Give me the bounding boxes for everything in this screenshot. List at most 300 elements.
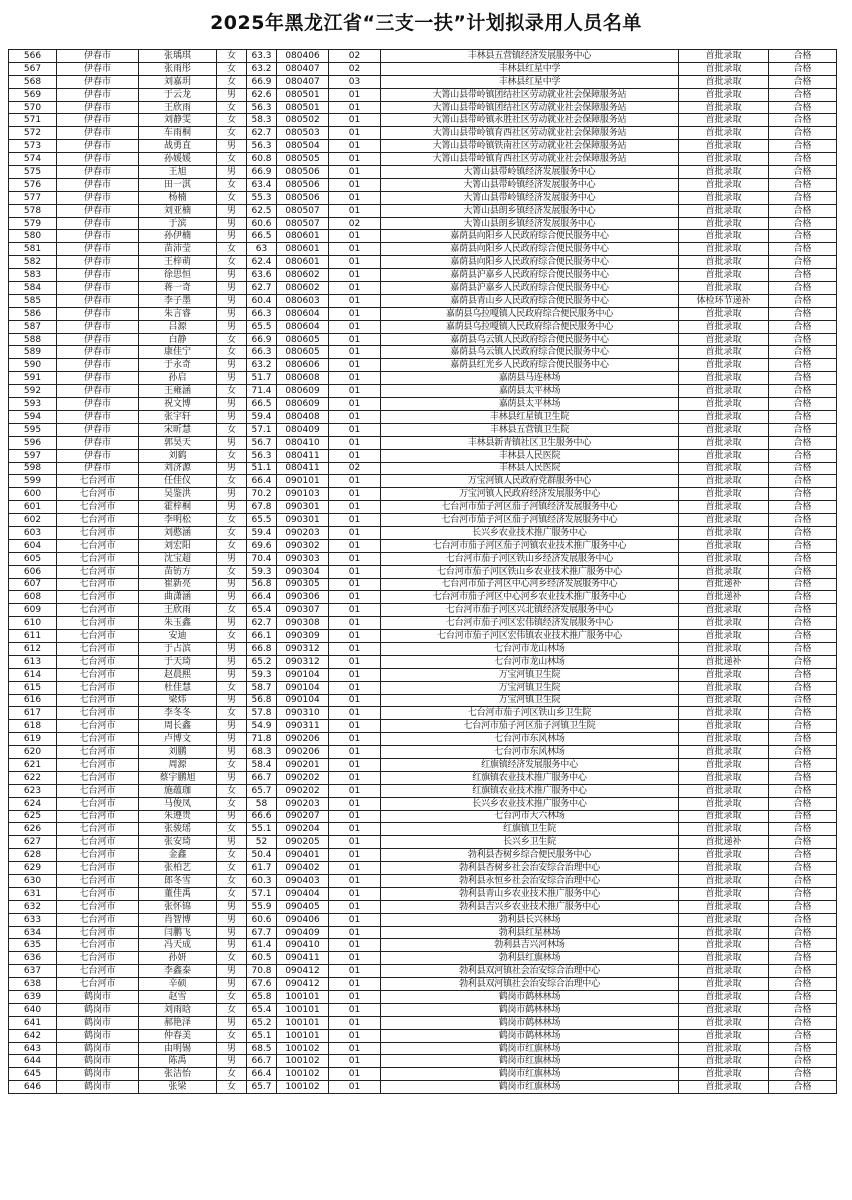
post-code-cell: 090412 [277,965,329,978]
gender-cell: 女 [217,514,247,527]
row-number-cell: 635 [9,939,57,952]
admission-batch-cell: 首批录取 [679,784,769,797]
score-cell: 66.4 [247,1068,277,1081]
gender-cell: 女 [217,823,247,836]
unit-cell: 大箐山县带岭镇经济发展服务中心 [381,178,679,191]
score-cell: 66.3 [247,346,277,359]
unit-cell: 大箐山县带岭镇永胜社区劳动就业社会保障服务站 [381,114,679,127]
unit-cell: 鹤岗市鹤林林场 [381,1029,679,1042]
table-row [9,849,837,862]
name-cell: 王欣雨 [139,604,217,617]
unit-cell: 七台河市龙山林场 [381,655,679,668]
admission-batch-cell: 首批录取 [679,630,769,643]
result-cell: 合格 [769,462,837,475]
unit-cell: 丰林县五营镇卫生院 [381,423,679,436]
unit-cell: 勃利县吉兴河林场 [381,939,679,952]
gender-cell: 女 [217,784,247,797]
row-number-cell: 581 [9,243,57,256]
name-cell: 蒋一奇 [139,282,217,295]
result-cell: 合格 [769,591,837,604]
post-code-cell: 090403 [277,875,329,888]
name-cell: 苗沛莹 [139,243,217,256]
table-row [9,1003,837,1016]
result-cell: 合格 [769,823,837,836]
post-index-cell: 01 [329,926,381,939]
city-cell: 伊春市 [57,462,139,475]
name-cell: 刘济源 [139,462,217,475]
row-number-cell: 618 [9,720,57,733]
gender-cell: 女 [217,862,247,875]
result-cell: 合格 [769,875,837,888]
unit-cell: 嘉荫县沪嘉乡人民政府综合便民服务中心 [381,282,679,295]
gender-cell: 男 [217,359,247,372]
city-cell: 七台河市 [57,926,139,939]
unit-cell: 勃利县红星林场 [381,926,679,939]
name-cell: 张宇轩 [139,410,217,423]
result-cell: 合格 [769,114,837,127]
gender-cell: 女 [217,243,247,256]
post-code-cell: 090410 [277,939,329,952]
score-cell: 55.9 [247,900,277,913]
gender-cell: 女 [217,681,247,694]
unit-cell: 嘉荫县马连林场 [381,372,679,385]
unit-cell: 嘉荫县乌云镇人民政府综合便民服务中心 [381,333,679,346]
city-cell: 伊春市 [57,62,139,75]
table-row [9,1029,837,1042]
score-cell: 63.2 [247,62,277,75]
admission-batch-cell: 首批录取 [679,398,769,411]
gender-cell: 女 [217,539,247,552]
post-index-cell: 01 [329,1029,381,1042]
city-cell: 伊春市 [57,398,139,411]
result-cell: 合格 [769,578,837,591]
post-code-cell: 080407 [277,62,329,75]
name-cell: 辛硕 [139,978,217,991]
gender-cell: 女 [217,127,247,140]
unit-cell: 大箐山县带岭镇团结社区劳动就业社会保障服务站 [381,101,679,114]
unit-cell: 鹤岗市鹤林林场 [381,991,679,1004]
table-row [9,410,837,423]
table-row [9,307,837,320]
score-cell: 59.4 [247,526,277,539]
admission-batch-cell: 首批录取 [679,771,769,784]
admission-batch-cell: 首批递补 [679,655,769,668]
score-cell: 66.6 [247,810,277,823]
gender-cell: 男 [217,230,247,243]
score-cell: 63 [247,243,277,256]
post-index-cell: 01 [329,642,381,655]
result-cell: 合格 [769,410,837,423]
city-cell: 七台河市 [57,501,139,514]
city-cell: 七台河市 [57,913,139,926]
city-cell: 七台河市 [57,552,139,565]
city-cell: 鹤岗市 [57,1042,139,1055]
city-cell: 伊春市 [57,372,139,385]
post-index-cell: 01 [329,526,381,539]
row-number-cell: 643 [9,1042,57,1055]
score-cell: 60.5 [247,952,277,965]
admission-batch-cell: 首批录取 [679,140,769,153]
admission-batch-cell: 首批录取 [679,849,769,862]
table-row [9,488,837,501]
result-cell: 合格 [769,178,837,191]
row-number-cell: 602 [9,514,57,527]
name-cell: 朱遵贵 [139,810,217,823]
unit-cell: 嘉荫县青山乡人民政府综合便民服务中心 [381,294,679,307]
score-cell: 65.8 [247,991,277,1004]
table-row [9,655,837,668]
post-code-cell: 090201 [277,758,329,771]
admission-batch-cell: 首批录取 [679,488,769,501]
table-row [9,965,837,978]
unit-cell: 七台河市茄子河区中心河乡经济发展服务中心 [381,578,679,591]
gender-cell: 女 [217,1029,247,1042]
result-cell: 合格 [769,1042,837,1055]
unit-cell: 七台河市茄子河区茄子河镇农业技术推广服务中心 [381,539,679,552]
name-cell: 于永奇 [139,359,217,372]
name-cell: 宋昕慧 [139,423,217,436]
score-cell: 51.1 [247,462,277,475]
score-cell: 67.6 [247,978,277,991]
score-cell: 50.4 [247,849,277,862]
row-number-cell: 601 [9,501,57,514]
score-cell: 62.4 [247,256,277,269]
table-row [9,449,837,462]
score-cell: 56.8 [247,694,277,707]
name-cell: 刘亚楠 [139,204,217,217]
row-number-cell: 613 [9,655,57,668]
unit-cell: 大箐山县带岭镇经济发展服务中心 [381,166,679,179]
result-cell: 合格 [769,50,837,63]
table-row [9,604,837,617]
row-number-cell: 603 [9,526,57,539]
admission-batch-cell: 首批录取 [679,346,769,359]
post-code-cell: 090311 [277,720,329,733]
admission-batch-cell: 首批录取 [679,514,769,527]
post-index-cell: 01 [329,746,381,759]
unit-cell: 勃利县双河镇社会治安综合治理中心 [381,965,679,978]
post-index-cell: 02 [329,217,381,230]
city-cell: 七台河市 [57,604,139,617]
score-cell: 66.9 [247,166,277,179]
table-row [9,217,837,230]
table-row [9,668,837,681]
row-number-cell: 596 [9,436,57,449]
post-index-cell: 01 [329,539,381,552]
city-cell: 七台河市 [57,655,139,668]
post-index-cell: 01 [329,410,381,423]
admission-batch-cell: 首批录取 [679,243,769,256]
gender-cell: 男 [217,1016,247,1029]
unit-cell: 嘉荫县乌云镇人民政府综合便民服务中心 [381,346,679,359]
score-cell: 66.7 [247,771,277,784]
row-number-cell: 586 [9,307,57,320]
admission-batch-cell: 首批录取 [679,526,769,539]
result-cell: 合格 [769,952,837,965]
post-index-cell: 01 [329,423,381,436]
row-number-cell: 608 [9,591,57,604]
row-number-cell: 616 [9,694,57,707]
admission-batch-cell: 首批录取 [679,282,769,295]
name-cell: 郭昊天 [139,436,217,449]
post-index-cell: 01 [329,591,381,604]
admission-batch-cell: 首批录取 [679,1016,769,1029]
post-index-cell: 01 [329,784,381,797]
score-cell: 65.5 [247,320,277,333]
result-cell: 合格 [769,166,837,179]
admission-batch-cell: 首批录取 [679,50,769,63]
post-code-cell: 090103 [277,488,329,501]
unit-cell: 万宝河镇人民政府经济发展服务中心 [381,488,679,501]
unit-cell: 鹤岗市红旗林场 [381,1081,679,1094]
city-cell: 七台河市 [57,797,139,810]
admission-batch-cell: 首批录取 [679,539,769,552]
result-cell: 合格 [769,991,837,1004]
city-cell: 七台河市 [57,694,139,707]
post-index-cell: 01 [329,1016,381,1029]
post-index-cell: 01 [329,913,381,926]
row-number-cell: 576 [9,178,57,191]
unit-cell: 七台河市龙山林场 [381,642,679,655]
post-index-cell: 02 [329,50,381,63]
result-cell: 合格 [769,565,837,578]
score-cell: 56.8 [247,578,277,591]
result-cell: 合格 [769,436,837,449]
name-cell: 车雨桐 [139,127,217,140]
post-code-cell: 080506 [277,191,329,204]
name-cell: 刘鹏 [139,746,217,759]
city-cell: 伊春市 [57,217,139,230]
post-index-cell: 01 [329,372,381,385]
name-cell: 张雨彤 [139,62,217,75]
unit-cell: 七台河市茄子河区宏伟镇经济发展服务中心 [381,617,679,630]
score-cell: 65.4 [247,604,277,617]
score-cell: 58.7 [247,681,277,694]
unit-cell: 长兴乡卫生院 [381,836,679,849]
result-cell: 合格 [769,359,837,372]
gender-cell: 男 [217,166,247,179]
score-cell: 52 [247,836,277,849]
post-code-cell: 090307 [277,604,329,617]
score-cell: 59.3 [247,565,277,578]
post-index-cell: 01 [329,681,381,694]
result-cell: 合格 [769,849,837,862]
unit-cell: 丰林县红星中学 [381,62,679,75]
row-number-cell: 610 [9,617,57,630]
admission-batch-cell: 首批录取 [679,1042,769,1055]
name-cell: 朱玉鑫 [139,617,217,630]
score-cell: 61.7 [247,862,277,875]
name-cell: 张骏瑶 [139,823,217,836]
admission-batch-cell: 首批录取 [679,720,769,733]
city-cell: 七台河市 [57,539,139,552]
row-number-cell: 582 [9,256,57,269]
post-code-cell: 090406 [277,913,329,926]
table-row [9,230,837,243]
table-row [9,578,837,591]
admission-batch-cell: 首批录取 [679,900,769,913]
table-row [9,526,837,539]
post-code-cell: 090104 [277,694,329,707]
city-cell: 七台河市 [57,810,139,823]
admission-batch-cell: 首批录取 [679,256,769,269]
result-cell: 合格 [769,694,837,707]
table-row [9,359,837,372]
admission-batch-cell: 首批录取 [679,153,769,166]
post-index-cell: 01 [329,398,381,411]
table-row [9,153,837,166]
post-code-cell: 080501 [277,101,329,114]
post-code-cell: 080503 [277,127,329,140]
score-cell: 57.8 [247,707,277,720]
row-number-cell: 625 [9,810,57,823]
name-cell: 刘嘉玥 [139,75,217,88]
city-cell: 伊春市 [57,346,139,359]
post-index-cell: 01 [329,101,381,114]
name-cell: 白静 [139,333,217,346]
post-code-cell: 100101 [277,1016,329,1029]
unit-cell: 丰林县人民医院 [381,449,679,462]
admission-batch-cell: 首批录取 [679,230,769,243]
admission-batch-cell: 首批录取 [679,991,769,1004]
row-number-cell: 584 [9,282,57,295]
result-cell: 合格 [769,269,837,282]
row-number-cell: 589 [9,346,57,359]
unit-cell: 鹤岗市红旗林场 [381,1042,679,1055]
post-code-cell: 080410 [277,436,329,449]
admission-batch-cell: 首批录取 [679,1003,769,1016]
table-row [9,733,837,746]
city-cell: 伊春市 [57,359,139,372]
admission-batch-cell: 首批录取 [679,423,769,436]
result-cell: 合格 [769,900,837,913]
result-cell: 合格 [769,514,837,527]
city-cell: 鹤岗市 [57,1081,139,1094]
row-number-cell: 577 [9,191,57,204]
post-code-cell: 080407 [277,75,329,88]
result-cell: 合格 [769,385,837,398]
post-code-cell: 090206 [277,746,329,759]
gender-cell: 男 [217,436,247,449]
score-cell: 66.9 [247,333,277,346]
row-number-cell: 569 [9,88,57,101]
admission-batch-cell: 首批递补 [679,578,769,591]
post-index-cell: 01 [329,127,381,140]
row-number-cell: 642 [9,1029,57,1042]
result-cell: 合格 [769,1016,837,1029]
post-index-cell: 01 [329,630,381,643]
unit-cell: 七台河市茄子河区铁山乡经济发展服务中心 [381,552,679,565]
table-row [9,836,837,849]
admission-batch-cell: 首批录取 [679,952,769,965]
result-cell: 合格 [769,784,837,797]
post-code-cell: 080604 [277,307,329,320]
result-cell: 合格 [769,320,837,333]
table-row [9,50,837,63]
admission-batch-cell: 首批录取 [679,410,769,423]
gender-cell: 男 [217,398,247,411]
city-cell: 伊春市 [57,410,139,423]
post-index-cell: 01 [329,887,381,900]
name-cell: 吕源 [139,320,217,333]
table-row [9,1055,837,1068]
city-cell: 七台河市 [57,836,139,849]
result-cell: 合格 [769,243,837,256]
result-cell: 合格 [769,771,837,784]
score-cell: 60.4 [247,294,277,307]
result-cell: 合格 [769,501,837,514]
score-cell: 66.9 [247,75,277,88]
post-index-cell: 01 [329,733,381,746]
post-index-cell: 01 [329,900,381,913]
unit-cell: 大箐山县带岭镇育西社区劳动就业社会保障服务站 [381,153,679,166]
name-cell: 张怀锦 [139,900,217,913]
score-cell: 66.4 [247,591,277,604]
table-row [9,1016,837,1029]
admission-batch-cell: 首批录取 [679,926,769,939]
score-cell: 66.5 [247,398,277,411]
table-row [9,617,837,630]
post-code-cell: 080602 [277,282,329,295]
name-cell: 肖智博 [139,913,217,926]
name-cell: 杜佳慧 [139,681,217,694]
table-row [9,978,837,991]
admission-batch-cell: 首批录取 [679,101,769,114]
post-code-cell: 090202 [277,771,329,784]
unit-cell: 大箐山县朗乡镇经济发展服务中心 [381,217,679,230]
gender-cell: 女 [217,423,247,436]
city-cell: 伊春市 [57,75,139,88]
admission-batch-cell: 首批录取 [679,359,769,372]
result-cell: 合格 [769,913,837,926]
gender-cell: 男 [217,88,247,101]
row-number-cell: 579 [9,217,57,230]
row-number-cell: 599 [9,475,57,488]
result-cell: 合格 [769,552,837,565]
score-cell: 65.4 [247,1003,277,1016]
city-cell: 七台河市 [57,965,139,978]
name-cell: 周长鑫 [139,720,217,733]
score-cell: 65.7 [247,1081,277,1094]
score-cell: 68.5 [247,1042,277,1055]
score-cell: 59.4 [247,410,277,423]
city-cell: 七台河市 [57,784,139,797]
table-row [9,875,837,888]
table-row [9,501,837,514]
post-code-cell: 090404 [277,887,329,900]
result-cell: 合格 [769,733,837,746]
admission-batch-cell: 首批录取 [679,887,769,900]
table-row [9,101,837,114]
table-row [9,707,837,720]
unit-cell: 七台河市东风林场 [381,733,679,746]
post-index-cell: 01 [329,269,381,282]
row-number-cell: 609 [9,604,57,617]
row-number-cell: 598 [9,462,57,475]
gender-cell: 男 [217,978,247,991]
city-cell: 伊春市 [57,282,139,295]
result-cell: 合格 [769,88,837,101]
unit-cell: 嘉荫县沪嘉乡人民政府综合便民服务中心 [381,269,679,282]
post-index-cell: 01 [329,385,381,398]
score-cell: 60.6 [247,217,277,230]
row-number-cell: 604 [9,539,57,552]
city-cell: 七台河市 [57,939,139,952]
admission-batch-cell: 首批录取 [679,758,769,771]
result-cell: 合格 [769,746,837,759]
post-code-cell: 090306 [277,591,329,604]
unit-cell: 七台河市茄子河区铁山乡农业技术推广服务中心 [381,565,679,578]
